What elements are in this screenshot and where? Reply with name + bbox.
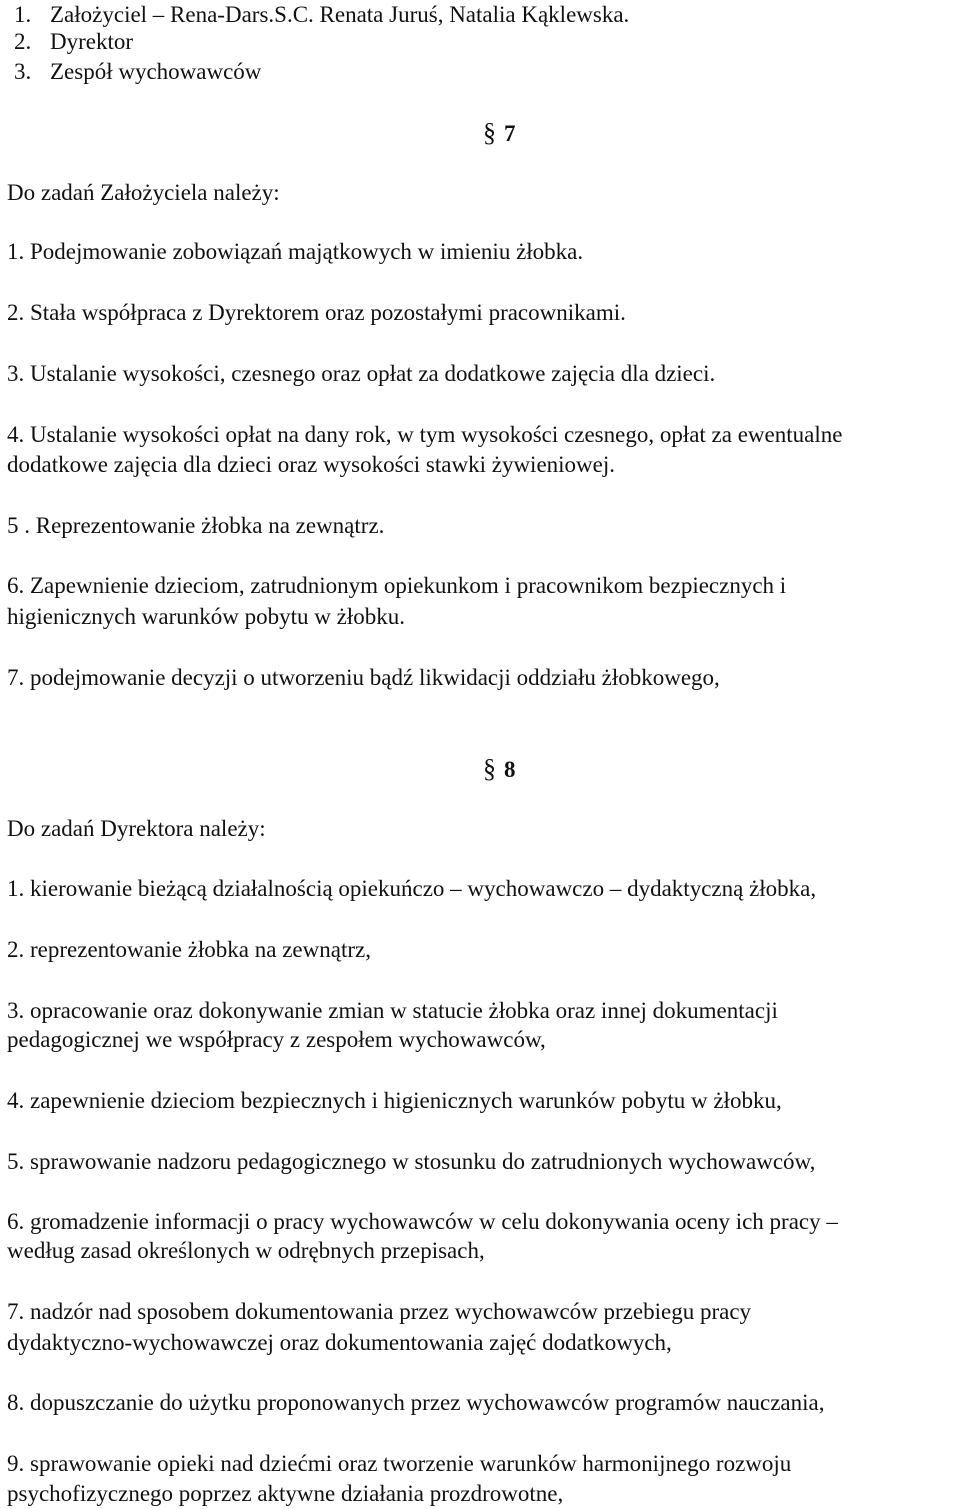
section-8-item-continued: według zasad określonych w odrębnych przepisach,: [7, 1238, 485, 1263]
section-8-item: 5. sprawowanie nadzoru pedagogicznego w stosunku do zatrudnionych wychowawców,: [7, 1149, 816, 1174]
section-8-item: 2. reprezentowanie żłobka na zewnątrz,: [7, 937, 371, 962]
organ-text: Założyciel – Rena-Dars.S.C. Renata Juruś, Natalia Kąklewska.: [50, 2, 630, 27]
organ-number: 1.: [14, 2, 32, 27]
section-8-item-continued: psychofizycznego poprzez aktywne działania prozdrowotne,: [7, 1481, 564, 1506]
organ-item: [14, 27, 133, 57]
section-8-item: 9. sprawowanie opieki nad dziećmi oraz tworzenie warunków harmonijnego rozwoju: [7, 1451, 792, 1476]
organ-number: 3.: [14, 59, 32, 84]
section-7-item: 6. Zapewnienie dzieciom, zatrudnionym opiekunkom i pracownikom bezpiecznych i: [7, 573, 787, 598]
section-8-item: 6. gromadzenie informacji o pracy wychowawców w celu dokonywania oceny ich pracy –: [7, 1209, 838, 1234]
organ-item: [14, 57, 261, 87]
section-7-mark: [483, 118, 516, 149]
organ-text: Dyrektor: [50, 29, 134, 54]
section-8-item-continued: pedagogicznej we współpracy z zespołem wychowawców,: [7, 1027, 546, 1052]
section-7-item: 4. Ustalanie wysokości opłat na dany rok, w tym wysokości czesnego, opłat za ewentualne: [7, 422, 843, 447]
section-symbol: §: [483, 754, 496, 783]
section-8-item: 7. nadzór nad sposobem dokumentowania przez wychowawców przebiegu pracy: [7, 1299, 752, 1324]
section-7-heading: Do zadań Założyciela należy:: [7, 180, 280, 205]
section-8-item: 8. dopuszczanie do użytku proponowanych przez wychowawców programów nauczania,: [7, 1390, 825, 1415]
section-number: 8: [504, 757, 516, 782]
section-7-item: 5 . Reprezentowanie żłobka na zewnątrz.: [7, 513, 385, 538]
organ-number: 2.: [14, 29, 32, 54]
organ-text: Zespół wychowawców: [50, 59, 262, 84]
section-7-item: 2. Stała współpraca z Dyrektorem oraz pozostałymi pracownikami.: [7, 300, 626, 325]
section-7-item: 7. podejmowanie decyzji o utworzeniu bądź likwidacji oddziału żłobkowego,: [7, 665, 720, 690]
section-7-item: 1. Podejmowanie zobowiązań majątkowych w imieniu żłobka.: [7, 239, 584, 264]
section-8-item: 1. kierowanie bieżącą działalnością opiekuńczo – wychowawczo – dydaktyczną żłobka,: [7, 876, 817, 901]
section-7-item: 3. Ustalanie wysokości, czesnego oraz opłat za dodatkowe zajęcia dla dzieci.: [7, 361, 716, 386]
section-8-mark: [483, 754, 516, 785]
section-8-item: 3. opracowanie oraz dokonywanie zmian w statucie żłobka oraz innej dokumentacji: [7, 998, 778, 1023]
section-8-item: 4. zapewnienie dzieciom bezpiecznych i higienicznych warunków pobytu w żłobku,: [7, 1088, 782, 1113]
section-7-item-continued: higienicznych warunków pobytu w żłobku.: [7, 604, 405, 629]
section-7-item-continued: dodatkowe zajęcia dla dzieci oraz wysokości stawki żywieniowej.: [7, 452, 615, 477]
section-symbol: §: [483, 118, 496, 147]
organ-item: [14, 0, 629, 30]
section-8-item-continued: dydaktyczno-wychowawczej oraz dokumentowania zajęć dodatkowych,: [7, 1330, 672, 1355]
section-8-heading: Do zadań Dyrektora należy:: [7, 816, 266, 841]
section-number: 7: [504, 121, 516, 146]
